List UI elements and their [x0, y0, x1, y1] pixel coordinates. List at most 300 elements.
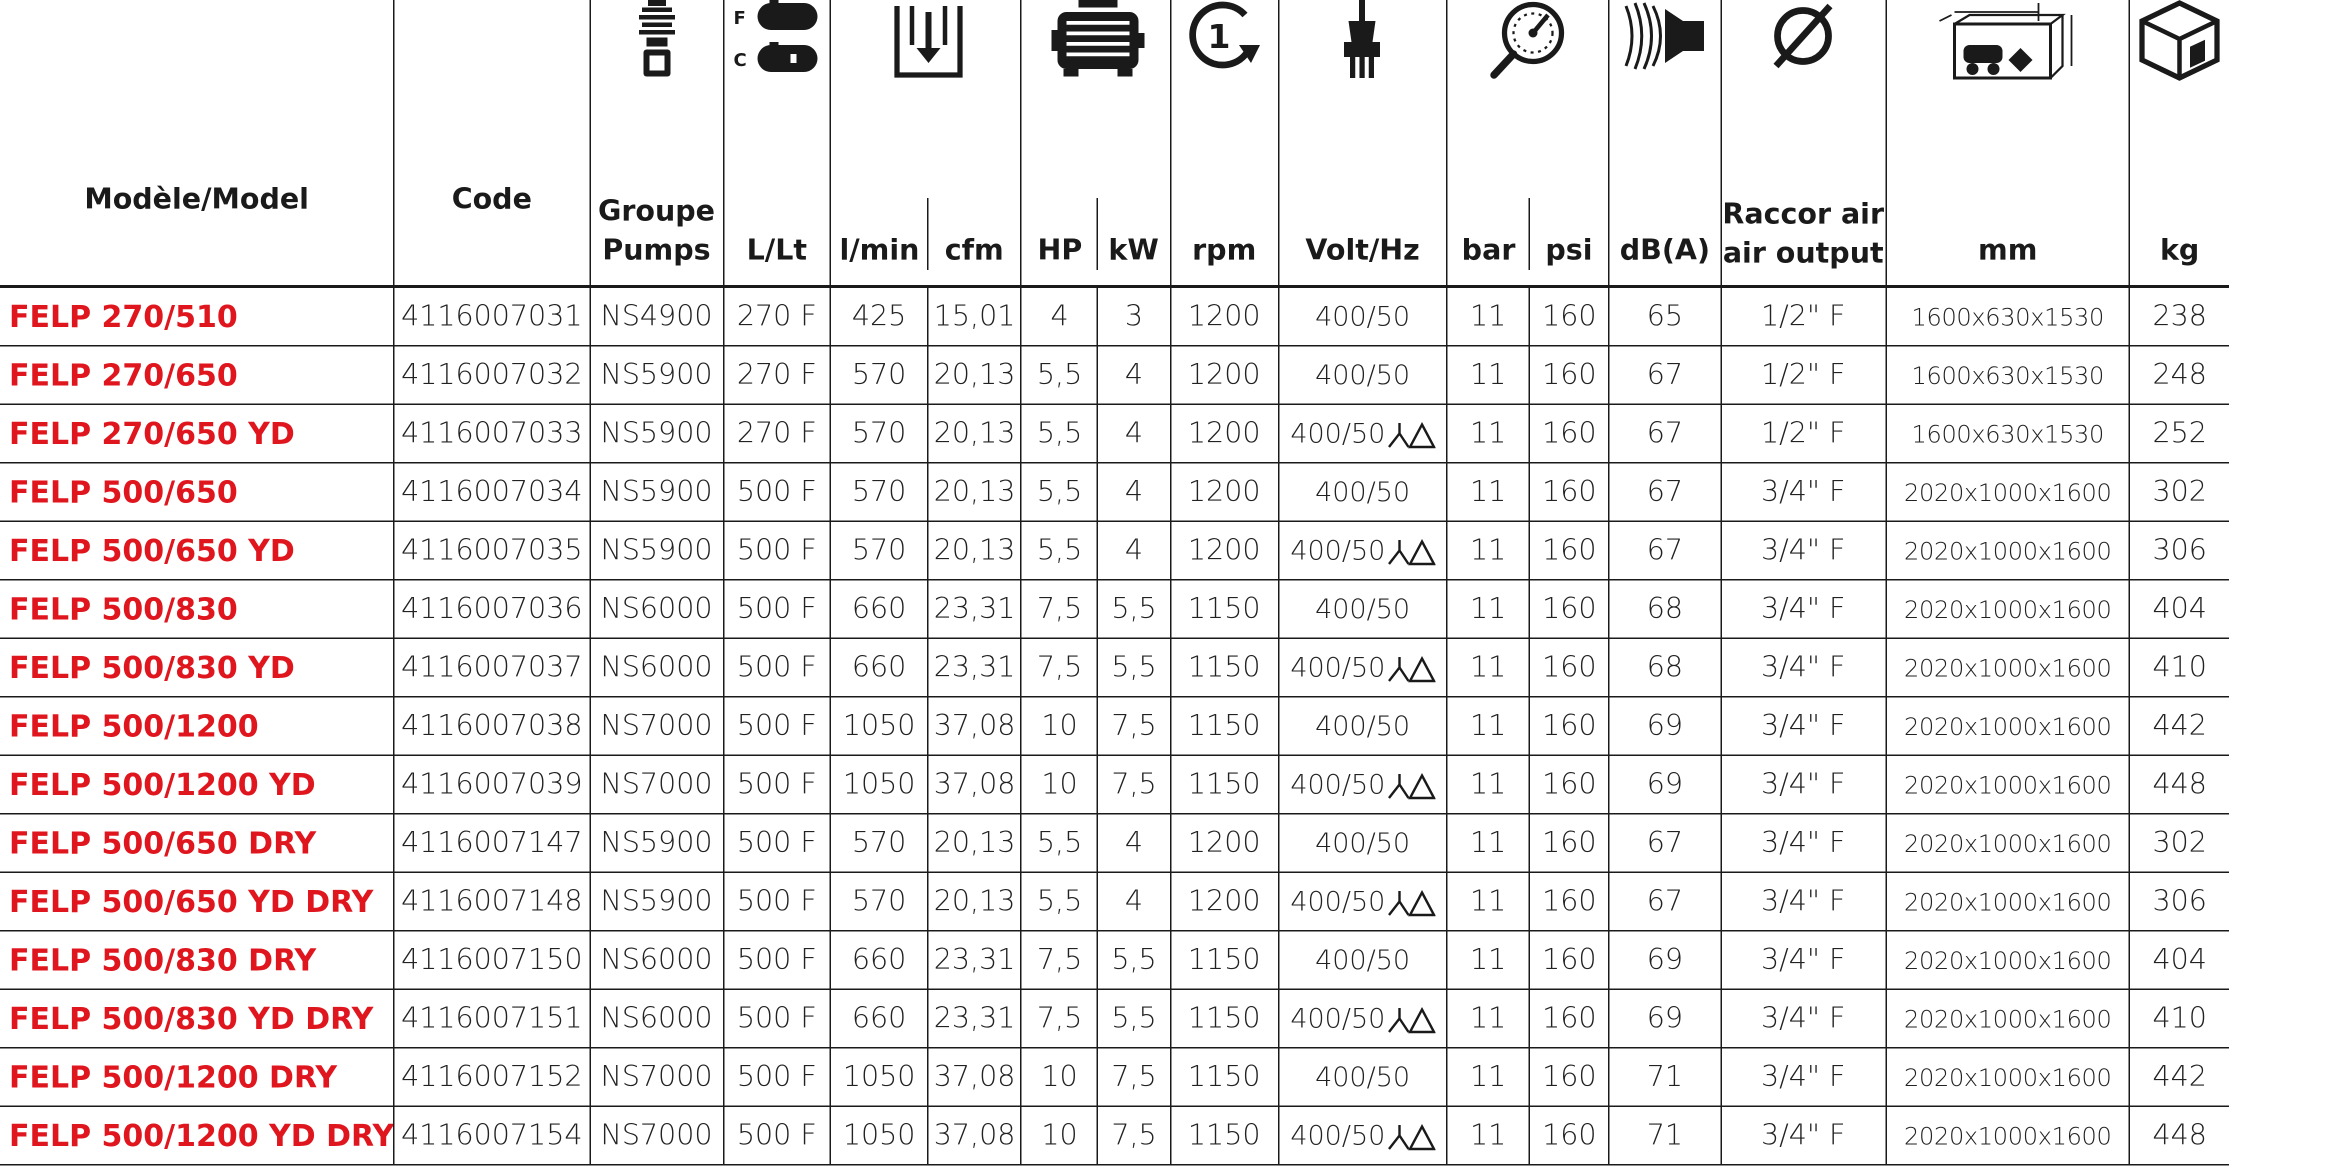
cell-bar: 11 — [1447, 697, 1530, 756]
cell-tank: 500 F — [723, 697, 830, 756]
cell-mm: 2020x1000x1600 — [1886, 755, 2130, 814]
cell-bar: 11 — [1447, 287, 1530, 346]
cell-volt — [1278, 814, 1446, 873]
cell-pumps: NS5900 — [590, 346, 724, 405]
header-volt — [1278, 0, 1446, 287]
cell-tank: 500 F — [723, 1048, 830, 1107]
cell-air: 3/4" F — [1721, 814, 1886, 873]
cell-code: 4116007150 — [394, 931, 590, 990]
cell-rpm: 1150 — [1170, 638, 1278, 697]
air-tank-icon — [730, 0, 823, 89]
cell-code: 4116007154 — [394, 1106, 590, 1165]
header-pumps-line2: Pumps — [602, 234, 711, 267]
cell-rpm: 1150 — [1170, 580, 1278, 639]
cell-model: FELP 500/830 DRY — [0, 931, 394, 990]
cell-model: FELP 500/650 YD DRY — [0, 872, 394, 931]
header-volt-label: Volt/Hz — [1305, 234, 1420, 267]
table-row — [0, 872, 2229, 931]
cell-kw: 5,5 — [1098, 580, 1170, 639]
cell-tank: 500 F — [723, 989, 830, 1048]
cell-kw: 7,5 — [1098, 755, 1170, 814]
rotation-icon — [1182, 0, 1266, 83]
cell-rpm: 1200 — [1170, 346, 1278, 405]
table-row — [0, 287, 2229, 346]
cell-hp: 5,5 — [1021, 346, 1098, 405]
cell-volt — [1278, 989, 1446, 1048]
cell-rpm: 1150 — [1170, 1106, 1278, 1165]
cell-kw: 4 — [1098, 872, 1170, 931]
cell-bar: 11 — [1447, 931, 1530, 990]
cell-db: 68 — [1609, 580, 1720, 639]
cell-air: 3/4" F — [1721, 580, 1886, 639]
cell-hp: 7,5 — [1021, 580, 1098, 639]
cell-volt-value: 400/50 — [1315, 359, 1411, 391]
star-delta-icon — [1387, 770, 1435, 800]
weight-box-icon — [2139, 0, 2220, 92]
cell-db: 67 — [1609, 521, 1720, 580]
cell-pumps: NS5900 — [590, 872, 724, 931]
cell-kg: 238 — [2130, 287, 2229, 346]
cell-psi: 160 — [1530, 1048, 1610, 1107]
cell-volt — [1278, 580, 1446, 639]
header-cfm — [928, 0, 1021, 287]
header-air-line2: air output — [1722, 237, 1884, 270]
cell-volt-value: 400/50 — [1315, 300, 1411, 333]
table-row — [0, 697, 2229, 756]
cell-tank: 500 F — [723, 638, 830, 697]
cell-kw: 7,5 — [1098, 1048, 1170, 1107]
cell-cfm: 20,13 — [928, 814, 1021, 873]
star-delta-icon — [1387, 419, 1435, 449]
cell-mm: 2020x1000x1600 — [1886, 580, 2130, 639]
cell-code: 4116007033 — [394, 404, 590, 463]
header-kw-label: kW — [1108, 234, 1159, 267]
header-kg — [2130, 0, 2229, 287]
cell-pumps: NS6000 — [590, 580, 724, 639]
cell-model: FELP 500/830 — [0, 580, 394, 639]
cell-volt-value: 400/50 — [1290, 651, 1386, 684]
table-row — [0, 931, 2229, 990]
cell-lmin: 660 — [830, 580, 928, 639]
cell-bar: 11 — [1447, 814, 1530, 873]
cell-bar: 11 — [1447, 521, 1530, 580]
cell-kw: 5,5 — [1098, 931, 1170, 990]
cell-db: 67 — [1609, 814, 1720, 873]
cell-pumps: NS7000 — [590, 755, 724, 814]
header-db — [1609, 0, 1720, 287]
cell-kg: 448 — [2130, 755, 2229, 814]
cell-hp: 10 — [1021, 755, 1098, 814]
cell-volt — [1278, 287, 1446, 346]
cell-volt-value: 400/50 — [1315, 944, 1411, 976]
cell-lmin: 1050 — [830, 697, 928, 756]
cell-tank: 270 F — [723, 287, 830, 346]
cell-volt-value: 400/50 — [1290, 1002, 1386, 1035]
cell-hp: 5,5 — [1021, 463, 1098, 522]
header-air-line1: Raccor air — [1722, 198, 1885, 231]
table-body — [0, 287, 2229, 1165]
cell-code: 4116007034 — [394, 463, 590, 522]
cell-hp: 7,5 — [1021, 989, 1098, 1048]
star-delta-icon — [1387, 653, 1435, 683]
cell-air: 3/4" F — [1721, 463, 1886, 522]
table-row — [0, 638, 2229, 697]
cell-volt-value: 400/50 — [1290, 1119, 1386, 1152]
cell-rpm: 1150 — [1170, 989, 1278, 1048]
header-mm-label: mm — [1978, 234, 2038, 267]
cell-kw: 4 — [1098, 463, 1170, 522]
header-code-label: Code — [451, 183, 532, 216]
cell-kg: 404 — [2130, 580, 2229, 639]
compressor-pump-icon — [634, 0, 679, 89]
cell-cfm: 23,31 — [928, 931, 1021, 990]
cell-tank: 500 F — [723, 755, 830, 814]
tank-label-c: C — [733, 50, 747, 71]
cell-kg: 248 — [2130, 346, 2229, 405]
cell-rpm: 1150 — [1170, 931, 1278, 990]
cell-db: 67 — [1609, 404, 1720, 463]
diameter-icon — [1767, 0, 1839, 83]
cell-psi: 160 — [1530, 580, 1610, 639]
cell-tank: 500 F — [723, 580, 830, 639]
cell-bar: 11 — [1447, 580, 1530, 639]
cell-tank: 270 F — [723, 346, 830, 405]
cell-tank: 500 F — [723, 814, 830, 873]
cell-cfm: 20,13 — [928, 872, 1021, 931]
cell-model: FELP 500/650 — [0, 463, 394, 522]
header-hp-label: HP — [1037, 234, 1083, 267]
cell-mm: 2020x1000x1600 — [1886, 931, 2130, 990]
cell-mm: 2020x1000x1600 — [1886, 872, 2130, 931]
cell-volt — [1278, 755, 1446, 814]
header-model-label: Modèle/Model — [84, 183, 309, 216]
cell-volt — [1278, 638, 1446, 697]
cell-air: 3/4" F — [1721, 931, 1886, 990]
star-delta-icon — [1387, 536, 1435, 566]
cell-volt-value: 400/50 — [1290, 417, 1386, 450]
cell-db: 71 — [1609, 1106, 1720, 1165]
cell-volt — [1278, 697, 1446, 756]
cell-model: FELP 500/830 YD DRY — [0, 989, 394, 1048]
header-model — [0, 0, 394, 287]
cell-psi: 160 — [1530, 346, 1610, 405]
star-delta-icon — [1387, 887, 1435, 917]
cell-cfm: 37,08 — [928, 1048, 1021, 1107]
cell-tank: 500 F — [723, 872, 830, 931]
header-tank — [723, 0, 830, 287]
header-hp — [1021, 0, 1098, 287]
header-kw — [1098, 0, 1170, 287]
cell-model: FELP 270/650 — [0, 346, 394, 405]
cell-lmin: 570 — [830, 346, 928, 405]
cell-air: 1/2" F — [1721, 346, 1886, 405]
cell-code: 4116007148 — [394, 872, 590, 931]
cell-bar: 11 — [1447, 755, 1530, 814]
header-lmin — [830, 0, 928, 287]
header-psi — [1530, 0, 1610, 287]
cell-db: 67 — [1609, 872, 1720, 931]
cell-volt — [1278, 931, 1446, 990]
cell-air: 3/4" F — [1721, 989, 1886, 1048]
cell-kw: 4 — [1098, 404, 1170, 463]
header-psi-label: psi — [1545, 234, 1593, 267]
cell-kw: 5,5 — [1098, 638, 1170, 697]
cell-mm: 1600x630x1530 — [1886, 287, 2130, 346]
cell-tank: 500 F — [723, 931, 830, 990]
table-row — [0, 463, 2229, 522]
star-delta-icon — [1387, 1004, 1435, 1034]
cell-rpm: 1200 — [1170, 463, 1278, 522]
cell-mm: 2020x1000x1600 — [1886, 1106, 2130, 1165]
cell-model: FELP 270/650 YD — [0, 404, 394, 463]
cell-code: 4116007031 — [394, 287, 590, 346]
cell-pumps: NS5900 — [590, 404, 724, 463]
header-bar-label: bar — [1461, 234, 1516, 267]
cell-pumps: NS7000 — [590, 1048, 724, 1107]
cell-kw: 4 — [1098, 814, 1170, 873]
cell-mm: 2020x1000x1600 — [1886, 989, 2130, 1048]
cell-air: 1/2" F — [1721, 404, 1886, 463]
cell-rpm: 1200 — [1170, 287, 1278, 346]
cell-volt-value: 400/50 — [1315, 476, 1411, 508]
cell-psi: 160 — [1530, 287, 1610, 346]
cell-code: 4116007147 — [394, 814, 590, 873]
cell-db: 69 — [1609, 931, 1720, 990]
cell-psi: 160 — [1530, 931, 1610, 990]
cell-volt-value: 400/50 — [1315, 827, 1411, 859]
power-plug-icon — [1340, 0, 1385, 92]
cell-volt — [1278, 872, 1446, 931]
cell-pumps: NS6000 — [590, 931, 724, 990]
cell-volt-value: 400/50 — [1315, 710, 1411, 742]
table-row — [0, 1106, 2229, 1165]
cell-bar: 11 — [1447, 1106, 1530, 1165]
cell-hp: 5,5 — [1021, 814, 1098, 873]
cell-kg: 442 — [2130, 697, 2229, 756]
header-rpm-label: rpm — [1192, 234, 1257, 267]
cell-cfm: 37,08 — [928, 697, 1021, 756]
cell-code: 4116007032 — [394, 346, 590, 405]
table-header — [0, 0, 2229, 287]
cell-db: 67 — [1609, 346, 1720, 405]
cell-psi: 160 — [1530, 697, 1610, 756]
cell-pumps: NS5900 — [590, 463, 724, 522]
cell-pumps: NS4900 — [590, 287, 724, 346]
cell-rpm: 1200 — [1170, 404, 1278, 463]
cell-psi: 160 — [1530, 872, 1610, 931]
cell-volt — [1278, 521, 1446, 580]
cell-bar: 11 — [1447, 463, 1530, 522]
cell-psi: 160 — [1530, 755, 1610, 814]
cell-mm: 2020x1000x1600 — [1886, 814, 2130, 873]
cell-model: FELP 500/650 DRY — [0, 814, 394, 873]
cell-air: 3/4" F — [1721, 697, 1886, 756]
cell-cfm: 20,13 — [928, 346, 1021, 405]
cell-model: FELP 500/1200 YD — [0, 755, 394, 814]
cell-air: 3/4" F — [1721, 1048, 1886, 1107]
header-tank-label: L/Lt — [746, 234, 807, 267]
cell-tank: 500 F — [723, 521, 830, 580]
cell-kw: 4 — [1098, 521, 1170, 580]
cell-lmin: 1050 — [830, 1048, 928, 1107]
cell-db: 69 — [1609, 697, 1720, 756]
header-pumps-line1: Groupe — [597, 195, 716, 228]
cell-kg: 306 — [2130, 521, 2229, 580]
cell-bar: 11 — [1447, 872, 1530, 931]
cell-hp: 5,5 — [1021, 521, 1098, 580]
cell-volt — [1278, 346, 1446, 405]
cell-lmin: 1050 — [830, 755, 928, 814]
cell-rpm: 1150 — [1170, 1048, 1278, 1107]
header-pumps — [590, 0, 724, 287]
cell-kg: 252 — [2130, 404, 2229, 463]
cell-lmin: 1050 — [830, 1106, 928, 1165]
cell-psi: 160 — [1530, 463, 1610, 522]
cell-db: 68 — [1609, 638, 1720, 697]
cell-code: 4116007036 — [394, 580, 590, 639]
cell-hp: 10 — [1021, 1106, 1098, 1165]
cell-lmin: 425 — [830, 287, 928, 346]
cell-model: FELP 500/1200 DRY — [0, 1048, 394, 1107]
cell-lmin: 660 — [830, 638, 928, 697]
cell-hp: 5,5 — [1021, 872, 1098, 931]
cell-volt-value: 400/50 — [1290, 534, 1386, 567]
table-row — [0, 1048, 2229, 1107]
cell-pumps: NS5900 — [590, 521, 724, 580]
cell-psi: 160 — [1530, 814, 1610, 873]
cell-kw: 7,5 — [1098, 1106, 1170, 1165]
cell-bar: 11 — [1447, 404, 1530, 463]
cell-volt-value: 400/50 — [1290, 885, 1386, 918]
cell-air: 3/4" F — [1721, 521, 1886, 580]
cell-mm: 2020x1000x1600 — [1886, 697, 2130, 756]
table-row — [0, 521, 2229, 580]
cell-volt-value: 400/50 — [1315, 1061, 1411, 1093]
cell-code: 4116007152 — [394, 1048, 590, 1107]
cell-bar: 11 — [1447, 1048, 1530, 1107]
svg-text:1: 1 — [1207, 17, 1231, 57]
cell-rpm: 1150 — [1170, 755, 1278, 814]
cell-lmin: 570 — [830, 814, 928, 873]
cell-kg: 302 — [2130, 814, 2229, 873]
cell-rpm: 1200 — [1170, 814, 1278, 873]
cell-psi: 160 — [1530, 1106, 1610, 1165]
cell-tank: 500 F — [723, 1106, 830, 1165]
cell-air: 3/4" F — [1721, 1106, 1886, 1165]
cell-model: FELP 500/830 YD — [0, 638, 394, 697]
cell-psi: 160 — [1530, 404, 1610, 463]
star-delta-icon — [1387, 1121, 1435, 1151]
table-row — [0, 346, 2229, 405]
cell-mm: 1600x630x1530 — [1886, 404, 2130, 463]
cell-pumps: NS7000 — [590, 697, 724, 756]
loudspeaker-icon — [1620, 0, 1710, 83]
cell-hp: 4 — [1021, 287, 1098, 346]
header-kg-label: kg — [2159, 234, 2200, 267]
cell-pumps: NS6000 — [590, 638, 724, 697]
cell-hp: 7,5 — [1021, 931, 1098, 990]
cell-cfm: 20,13 — [928, 404, 1021, 463]
cell-rpm: 1150 — [1170, 697, 1278, 756]
cell-model: FELP 270/510 — [0, 287, 394, 346]
table-row — [0, 580, 2229, 639]
cell-model: FELP 500/1200 — [0, 697, 394, 756]
cell-code: 4116007039 — [394, 755, 590, 814]
cell-pumps: NS6000 — [590, 989, 724, 1048]
cell-cfm: 23,31 — [928, 638, 1021, 697]
header-lmin-label: l/min — [839, 234, 920, 267]
cell-pumps: NS7000 — [590, 1106, 724, 1165]
cell-kw: 4 — [1098, 346, 1170, 405]
header-bar — [1447, 0, 1530, 287]
cell-air: 3/4" F — [1721, 638, 1886, 697]
cell-bar: 11 — [1447, 638, 1530, 697]
cell-kw: 7,5 — [1098, 697, 1170, 756]
cell-kg: 302 — [2130, 463, 2229, 522]
header-cfm-label: cfm — [944, 234, 1004, 267]
dimensions-box-icon — [1933, 0, 2083, 95]
cell-model: FELP 500/650 YD — [0, 521, 394, 580]
cell-air: 1/2" F — [1721, 287, 1886, 346]
cell-code: 4116007151 — [394, 989, 590, 1048]
cell-kg: 442 — [2130, 1048, 2229, 1107]
cell-psi: 160 — [1530, 521, 1610, 580]
cell-code: 4116007038 — [394, 697, 590, 756]
cell-cfm: 37,08 — [928, 1106, 1021, 1165]
cell-mm: 2020x1000x1600 — [1886, 521, 2130, 580]
cell-cfm: 23,31 — [928, 580, 1021, 639]
cell-rpm: 1200 — [1170, 872, 1278, 931]
cell-bar: 11 — [1447, 346, 1530, 405]
cell-code: 4116007035 — [394, 521, 590, 580]
cell-model: FELP 500/1200 YD DRY — [0, 1106, 394, 1165]
cell-cfm: 20,13 — [928, 521, 1021, 580]
cell-volt-value: 400/50 — [1315, 593, 1411, 625]
cell-code: 4116007037 — [394, 638, 590, 697]
cell-cfm: 15,01 — [928, 287, 1021, 346]
cell-db: 71 — [1609, 1048, 1720, 1107]
cell-lmin: 570 — [830, 404, 928, 463]
cell-hp: 5,5 — [1021, 404, 1098, 463]
cell-rpm: 1200 — [1170, 521, 1278, 580]
cell-air: 3/4" F — [1721, 755, 1886, 814]
table-row — [0, 404, 2229, 463]
header-air — [1721, 0, 1886, 287]
cell-kg: 410 — [2130, 638, 2229, 697]
cell-hp: 7,5 — [1021, 638, 1098, 697]
header-mm — [1886, 0, 2130, 287]
cell-cfm: 37,08 — [928, 755, 1021, 814]
tank-label-f: F — [733, 8, 746, 29]
cell-lmin: 660 — [830, 931, 928, 990]
cell-hp: 10 — [1021, 1048, 1098, 1107]
cell-kw: 5,5 — [1098, 989, 1170, 1048]
cell-volt-value: 400/50 — [1290, 768, 1386, 801]
cell-lmin: 570 — [830, 463, 928, 522]
cell-psi: 160 — [1530, 989, 1610, 1048]
cell-bar: 11 — [1447, 989, 1530, 1048]
header-db-label: dB(A) — [1619, 234, 1710, 267]
cell-db: 67 — [1609, 463, 1720, 522]
cell-pumps: NS5900 — [590, 814, 724, 873]
cell-volt — [1278, 1106, 1446, 1165]
cell-volt — [1278, 1048, 1446, 1107]
cell-lmin: 570 — [830, 521, 928, 580]
table-row — [0, 814, 2229, 873]
table-row — [0, 755, 2229, 814]
cell-cfm: 23,31 — [928, 989, 1021, 1048]
cell-mm: 2020x1000x1600 — [1886, 638, 2130, 697]
